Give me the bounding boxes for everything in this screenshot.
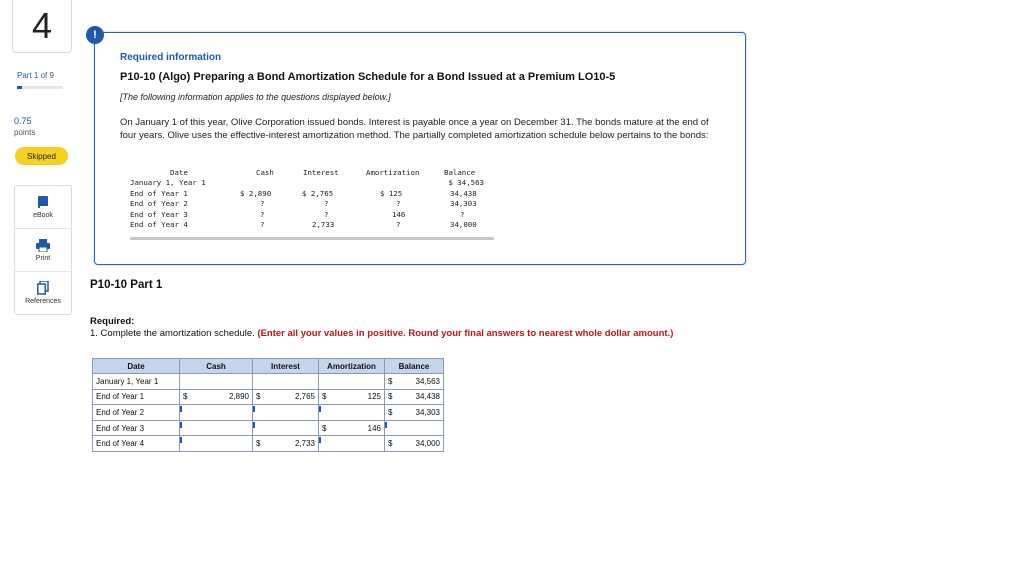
- given-cash: ?: [260, 209, 265, 219]
- col-header-interest: Interest: [253, 359, 319, 374]
- given-header-interest: Interest: [303, 168, 339, 177]
- given-date: End of Year 4: [130, 219, 188, 229]
- amortization-cell: 125: [333, 389, 385, 405]
- given-amortization: ?: [396, 199, 401, 209]
- ebook-label: eBook: [33, 212, 53, 219]
- alert-icon: !: [86, 26, 104, 44]
- cash-currency: $: [180, 389, 195, 405]
- status-badge: Skipped: [15, 147, 68, 165]
- given-date: End of Year 2: [130, 199, 188, 209]
- given-date: End of Year 3: [130, 209, 188, 219]
- given-header-cash: Cash: [256, 168, 274, 177]
- col-header-amortization: Amortization: [319, 359, 385, 374]
- info-subtitle: [The following information applies to the questions displayed below.]: [120, 92, 391, 102]
- amortization-input[interactable]: [319, 405, 385, 421]
- col-header-date: Date: [93, 359, 180, 374]
- amortization-currency: [319, 374, 334, 390]
- given-interest: 2,733: [312, 219, 335, 229]
- col-header-cash: Cash: [180, 359, 253, 374]
- interest-cell: 2,765: [267, 389, 319, 405]
- row-date: End of Year 4: [93, 436, 180, 452]
- cash-input[interactable]: [180, 405, 253, 421]
- instruction-emphasis: (Enter all your values in positive. Round your final answers to nearest whole dollar amount.): [257, 328, 674, 339]
- given-cash: ?: [260, 219, 265, 229]
- required-label: Required:: [90, 316, 135, 327]
- print-label: Print: [35, 254, 51, 262]
- part-progress-fill: [17, 86, 22, 89]
- given-header-amortization: Amortization: [366, 168, 420, 177]
- given-balance: ?: [460, 209, 465, 219]
- balance-currency: $: [385, 436, 400, 452]
- print-button[interactable]: [15, 229, 71, 272]
- interest-cell: [267, 374, 319, 390]
- row-date: End of Year 1: [93, 389, 180, 405]
- ebook-button[interactable]: [15, 186, 71, 229]
- points-label: points: [14, 128, 36, 137]
- col-header-balance: Balance: [385, 359, 444, 374]
- given-header-date: Date: [170, 168, 188, 177]
- table-row: [93, 405, 444, 421]
- required-information-heading: Required information: [120, 52, 222, 63]
- references-button[interactable]: [15, 272, 71, 314]
- ebook-icon: [37, 195, 49, 209]
- interest-input[interactable]: [253, 420, 319, 436]
- part-of: of 9: [40, 71, 54, 80]
- given-balance: 34,438: [450, 188, 477, 198]
- given-cash: $ 2,890: [240, 188, 272, 198]
- amortization-cell: 146: [333, 420, 385, 436]
- balance-currency: $: [385, 405, 400, 421]
- schedule-scrollbar[interactable]: [130, 237, 494, 240]
- given-interest: ?: [324, 199, 329, 209]
- row-date: End of Year 3: [93, 420, 180, 436]
- part-progress-bar: [17, 86, 63, 89]
- interest-cell: 2,733: [267, 436, 319, 452]
- instruction: [90, 328, 673, 339]
- interest-currency: $: [253, 436, 268, 452]
- table-row: [93, 420, 444, 436]
- references-icon: [37, 281, 49, 295]
- given-amortization: 146: [392, 209, 406, 219]
- interest-input[interactable]: [253, 405, 319, 421]
- given-header-balance: Balance: [444, 168, 476, 177]
- given-interest: ?: [324, 209, 329, 219]
- required-information-box: [94, 32, 746, 265]
- cash-currency: [180, 374, 195, 390]
- amortization-cell: [333, 374, 385, 390]
- cash-cell: 2,890: [194, 389, 253, 405]
- row-date: End of Year 2: [93, 405, 180, 421]
- given-date: January 1, Year 1: [130, 178, 206, 188]
- instruction-text: 1. Complete the amortization schedule.: [90, 328, 255, 339]
- table-row: [93, 389, 444, 405]
- amortization-answer-table: [92, 358, 444, 452]
- amortization-currency: $: [319, 420, 334, 436]
- part-indicator: [17, 71, 54, 80]
- table-row: [93, 374, 444, 390]
- balance-currency: $: [385, 374, 400, 390]
- references-label: References: [25, 298, 61, 305]
- row-date: January 1, Year 1: [93, 374, 180, 390]
- amortization-currency: $: [319, 389, 334, 405]
- balance-cell: 34,438: [399, 389, 444, 405]
- given-amortization: $ 125: [380, 188, 403, 198]
- question-number: 4: [12, 0, 72, 53]
- given-amortization: ?: [396, 219, 401, 229]
- given-cash: ?: [260, 199, 265, 209]
- part-current: 1: [33, 71, 39, 80]
- given-balance: 34,303: [450, 199, 477, 209]
- given-balance: $ 34,563: [448, 178, 484, 188]
- cash-cell: [194, 374, 253, 390]
- interest-currency: $: [253, 389, 268, 405]
- given-interest: $ 2,765: [302, 188, 334, 198]
- cash-input[interactable]: [180, 420, 253, 436]
- problem-text: On January 1 of this year, Olive Corporation issued bonds. Interest is payable once a year on December 31. The bonds mature at the end of four years. Olive uses the effective-interest amortization method. The partially completed amortization schedule below pertains to the bonds:: [120, 117, 709, 141]
- cash-input[interactable]: [180, 436, 253, 452]
- balance-input[interactable]: [385, 420, 444, 436]
- part-title: P10-10 Part 1: [90, 279, 163, 291]
- given-balance: 34,000: [450, 219, 477, 229]
- part-label: Part: [17, 71, 32, 80]
- balance-cell: 34,563: [399, 374, 444, 390]
- points-value: 0.75: [14, 116, 32, 126]
- table-header-row: [93, 359, 444, 374]
- balance-cell: 34,303: [399, 405, 444, 421]
- balance-cell: 34,000: [399, 436, 444, 452]
- tools-panel: [14, 185, 72, 315]
- balance-currency: $: [385, 389, 400, 405]
- table-row: [93, 436, 444, 452]
- amortization-input[interactable]: [319, 436, 385, 452]
- interest-currency: [253, 374, 268, 390]
- print-icon: [36, 239, 50, 252]
- given-date: End of Year 1: [130, 188, 188, 198]
- problem-title: P10-10 (Algo) Preparing a Bond Amortization Schedule for a Bond Issued at a Premium LO10-5: [120, 71, 616, 83]
